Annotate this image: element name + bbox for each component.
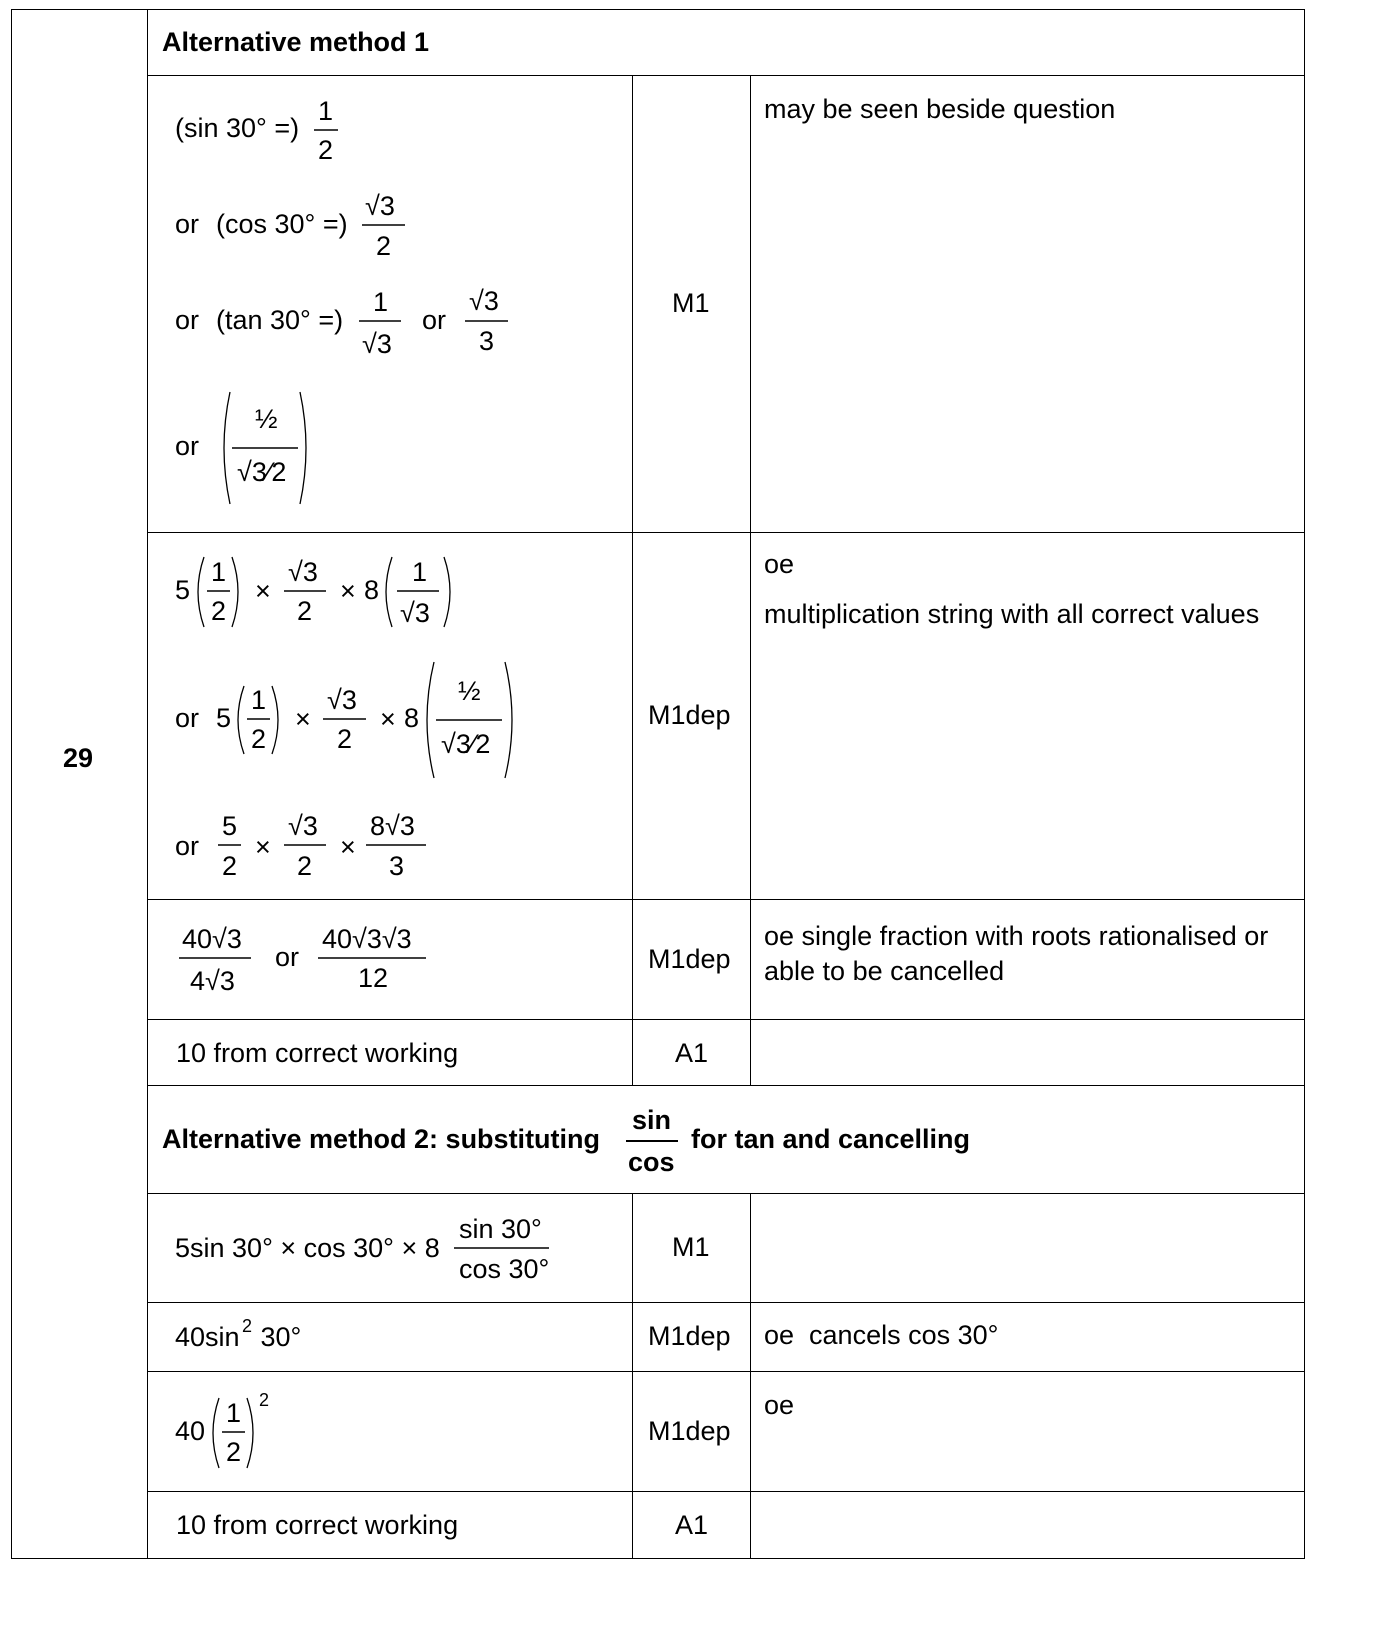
svg-text:5: 5 — [216, 703, 232, 733]
mark-m1dep: M1dep — [648, 1416, 731, 1446]
svg-text:or: or — [175, 703, 200, 733]
question-number: 29 — [63, 743, 94, 773]
comment-oe: oe — [764, 1390, 795, 1420]
method1-heading: Alternative method 1 — [162, 27, 430, 57]
method2-heading-before: Alternative method 2: substituting — [162, 1124, 601, 1154]
comment-text: oe cancels cos 30° — [764, 1320, 999, 1350]
svg-text:×: × — [295, 704, 311, 734]
or-text: or — [175, 209, 200, 239]
svg-text:40√3√3: 40√3√3 — [322, 924, 412, 954]
svg-text:×: × — [340, 832, 356, 862]
svg-text:2: 2 — [297, 596, 313, 626]
svg-text:2: 2 — [211, 596, 227, 626]
svg-text:5: 5 — [175, 575, 191, 605]
svg-text:2: 2 — [251, 724, 267, 754]
svg-text:√3⁄2: √3⁄2 — [441, 729, 491, 759]
tan-alt-denominator: 3 — [479, 326, 495, 356]
cos-denominator: 2 — [376, 231, 392, 261]
mark-m1dep: M1dep — [648, 1321, 731, 1351]
svg-text:4√3: 4√3 — [190, 966, 235, 996]
svg-text:3: 3 — [389, 851, 405, 881]
svg-text:30°: 30° — [253, 1322, 302, 1352]
svg-text:40√3: 40√3 — [182, 924, 242, 954]
svg-text:5: 5 — [222, 811, 238, 841]
svg-text:1: 1 — [412, 557, 428, 587]
svg-text:×: × — [255, 832, 271, 862]
comment-oe: oe — [764, 549, 795, 579]
svg-text:2: 2 — [242, 1316, 253, 1336]
tan-alt-numerator: √3 — [469, 286, 499, 316]
svg-text:cos 30°: cos 30° — [459, 1254, 550, 1284]
svg-text:2: 2 — [337, 724, 353, 754]
svg-text:1: 1 — [226, 1398, 242, 1428]
cos-label: (cos 30° =) — [216, 209, 348, 239]
method2-heading-denominator: cos — [628, 1147, 675, 1177]
ratio-top: ½ — [255, 404, 278, 434]
svg-text:8: 8 — [364, 575, 380, 605]
sin-numerator: 1 — [318, 96, 334, 126]
cos-numerator: √3 — [365, 191, 395, 221]
svg-text:2: 2 — [226, 1437, 242, 1467]
svg-text:√3: √3 — [288, 811, 318, 841]
tan-denominator: √3 — [362, 329, 392, 359]
answer-text: 10 from correct working — [176, 1510, 459, 1540]
svg-text:2: 2 — [222, 851, 238, 881]
tan-label: (tan 30° =) — [216, 305, 344, 335]
tan-numerator: 1 — [373, 287, 389, 317]
sin-denominator: 2 — [318, 135, 334, 165]
svg-text:√3: √3 — [327, 685, 357, 715]
answer-text: 10 from correct working — [176, 1038, 459, 1068]
or-text: or — [175, 305, 200, 335]
or-text: or — [175, 431, 200, 461]
mark-a1: A1 — [675, 1038, 709, 1068]
svg-text:√3: √3 — [400, 598, 430, 628]
svg-text:or: or — [175, 831, 200, 861]
svg-text:½: ½ — [458, 676, 481, 706]
method2-heading-after: for tan and cancelling — [691, 1124, 971, 1154]
mark-a1: A1 — [675, 1510, 709, 1540]
comment-text: may be seen beside question — [764, 94, 1116, 124]
svg-text:2: 2 — [259, 1390, 270, 1410]
svg-text:1: 1 — [251, 685, 267, 715]
or-text: or — [422, 305, 447, 335]
svg-text:2: 2 — [297, 851, 313, 881]
method2-heading-numerator: sin — [632, 1105, 672, 1135]
mark-m1dep: M1dep — [648, 944, 731, 974]
svg-text:40: 40 — [175, 1416, 206, 1446]
svg-text:or: or — [275, 942, 300, 972]
svg-text:×: × — [380, 704, 396, 734]
svg-text:√3: √3 — [288, 557, 318, 587]
mark-m1: M1 — [672, 288, 710, 318]
ratio-bottom: √3⁄2 — [237, 457, 287, 487]
mark-m1: M1 — [672, 1232, 710, 1262]
svg-text:×: × — [255, 576, 271, 606]
svg-text:8: 8 — [404, 703, 420, 733]
svg-text:1: 1 — [211, 557, 227, 587]
svg-text:5sin 30° × cos 30° × 8: 5sin 30° × cos 30° × 8 — [175, 1233, 440, 1263]
comment-text: multiplication string with all correct values — [764, 599, 1260, 629]
sin-label: (sin 30° =) — [175, 113, 300, 143]
svg-text:sin 30°: sin 30° — [459, 1214, 542, 1244]
svg-text:12: 12 — [358, 963, 389, 993]
svg-text:40sin: 40sin — [175, 1322, 240, 1352]
comment-text: oe single fraction with roots rationalised or able to be cancelled — [764, 921, 1269, 986]
mark-m1dep: M1dep — [648, 700, 731, 730]
svg-text:×: × — [340, 576, 356, 606]
svg-text:8√3: 8√3 — [370, 811, 415, 841]
